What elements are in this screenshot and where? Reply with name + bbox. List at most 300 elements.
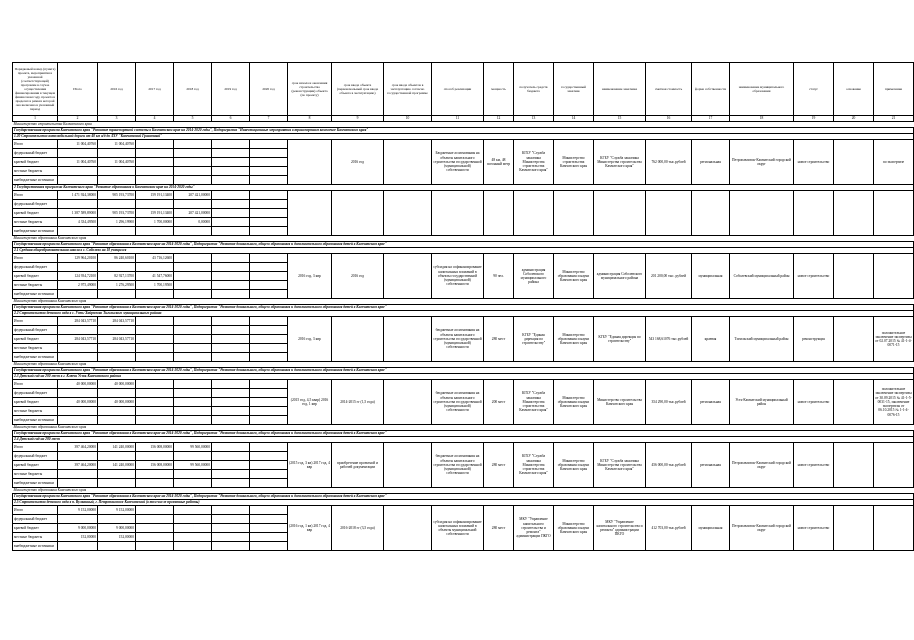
object-title: 1.20 Строительство автомобильной дороги от 48 км а/д до ЛЗУ "Камчатский Граничный" <box>13 134 914 140</box>
amount-cell <box>136 479 174 488</box>
header-cell: 2018 год <box>174 63 212 116</box>
amount-cell <box>98 149 136 158</box>
attribute-cell <box>874 506 914 551</box>
header-cell: статус <box>794 63 834 116</box>
column-number: 15 <box>594 116 646 122</box>
finance-source-label: Итого <box>13 254 58 263</box>
amount-cell <box>98 200 136 209</box>
amount-cell: 156 008,00000 <box>136 461 174 470</box>
amount-cell <box>58 227 98 236</box>
amount-cell <box>212 200 250 209</box>
amount-cell <box>212 380 250 389</box>
amount-cell <box>250 290 288 299</box>
amount-cell <box>250 398 288 407</box>
amount-cell <box>250 515 288 524</box>
attribute-cell: КГБУ "Служба заказчика Министерства строительства Камчатского края" <box>594 140 646 185</box>
amount-cell <box>212 479 250 488</box>
attribute-cell: новое строительство <box>794 380 834 425</box>
attribute-cell: Усть-Камчатский муниципальный район <box>730 380 794 425</box>
attribute-cell: муниципальная <box>692 506 730 551</box>
finance-row <box>13 443 914 452</box>
attribute-cell: краевая <box>692 317 730 362</box>
column-number: 21 <box>874 116 914 122</box>
amount-cell <box>212 227 250 236</box>
amount-cell <box>136 380 174 389</box>
attribute-cell: 354 290,00 тыс.рублей <box>646 380 692 425</box>
section-title: Министерство образования Камчатского края <box>13 362 914 368</box>
finance-source-label: местные бюджеты <box>13 470 58 479</box>
amount-cell: 99 560,00000 <box>174 443 212 452</box>
finance-source-label: местные бюджеты <box>13 167 58 176</box>
amount-cell: 159 191,13400 <box>136 209 174 218</box>
amount-cell <box>174 533 212 542</box>
amount-cell: 141 240,00000 <box>98 461 136 470</box>
amount-cell <box>98 470 136 479</box>
amount-cell: 40 000,00000 <box>98 380 136 389</box>
header-cell: 2020 год <box>250 63 288 116</box>
amount-cell <box>250 443 288 452</box>
attribute-cell <box>288 140 332 185</box>
amount-cell <box>212 281 250 290</box>
attribute-cell <box>432 191 484 236</box>
amount-cell <box>174 326 212 335</box>
finance-source-label: федеральный бюджет <box>13 326 58 335</box>
amount-cell: 11 004,40760 <box>58 140 98 149</box>
amount-cell <box>58 407 98 416</box>
header-cell: примечание <box>874 63 914 116</box>
attribute-cell: бюджетные ассигнования на объекты капитального строительства государственной (муниципальной) собственности <box>432 380 484 425</box>
attribute-cell: Петропавловск-Камчатский городской округ <box>730 506 794 551</box>
amount-cell <box>250 167 288 176</box>
amount-cell: 397 464,20000 <box>58 461 98 470</box>
finance-row <box>13 317 914 326</box>
amount-cell: 9 000,00000 <box>58 524 98 533</box>
amount-cell <box>98 353 136 362</box>
amount-cell <box>136 344 174 353</box>
finance-source-label: федеральный бюджет <box>13 149 58 158</box>
attribute-cell: администрация Соболевского муниципального района <box>594 254 646 299</box>
attribute-cell <box>692 191 730 236</box>
amount-cell <box>58 353 98 362</box>
attribute-cell <box>834 317 874 362</box>
amount-cell <box>174 389 212 398</box>
attribute-cell <box>594 191 646 236</box>
amount-cell <box>174 263 212 272</box>
amount-cell <box>98 389 136 398</box>
amount-cell <box>174 290 212 299</box>
amount-cell <box>174 167 212 176</box>
amount-cell <box>98 263 136 272</box>
amount-cell <box>212 398 250 407</box>
attribute-cell: 2016-2018 гг (3,5 года) <box>332 506 384 551</box>
amount-cell <box>58 176 98 185</box>
amount-cell <box>136 452 174 461</box>
amount-cell <box>250 533 288 542</box>
finance-source-label: местные бюджеты <box>13 281 58 290</box>
finance-row <box>13 506 914 515</box>
header-cell: получатель средств бюджета <box>514 63 554 116</box>
attribute-cell: приобретение проектной и рабочей документации <box>332 443 384 488</box>
amount-cell <box>174 470 212 479</box>
attribute-cell: КГБУ "Единая дирекция по строительству" <box>594 317 646 362</box>
column-number: 8 <box>288 116 332 122</box>
attribute-cell: Министерство образования и науки Камчатского края <box>554 254 594 299</box>
attribute-cell <box>834 254 874 299</box>
amount-cell <box>136 524 174 533</box>
amount-cell: 41 547,76000 <box>136 272 174 281</box>
amount-cell <box>136 389 174 398</box>
attribute-cell: региональная <box>692 140 730 185</box>
object-title: 2.1 Средняя общеобразовательная школа в с. Соболево на 18 учащихся <box>13 248 914 254</box>
amount-cell <box>250 452 288 461</box>
amount-cell <box>212 335 250 344</box>
amount-cell <box>174 515 212 524</box>
column-number: 10 <box>384 116 432 122</box>
amount-cell <box>174 380 212 389</box>
amount-cell <box>250 461 288 470</box>
attribute-cell: Петропавловск-Камчатский городской округ <box>730 443 794 488</box>
amount-cell <box>136 290 174 299</box>
column-number: 19 <box>794 116 834 122</box>
amount-cell <box>250 140 288 149</box>
amount-cell <box>250 479 288 488</box>
header-cell: наименование заказчика <box>594 63 646 116</box>
finance-source-label: краевой бюджет <box>13 461 58 470</box>
amount-cell <box>250 191 288 200</box>
attribute-cell: 412 703,00 тыс.рублей <box>646 506 692 551</box>
attribute-cell: 201 200,00 тыс. рублей <box>646 254 692 299</box>
amount-cell <box>174 344 212 353</box>
program-title: Государственная программа Камчатского края "Развитие образования в Камчатском крае на 2014-2020 годы", Подпрограмма "Развитие дошкольного, общего образования и дополнительного образования детей в Камчатском крае" <box>13 305 914 311</box>
amount-cell: 152,00000 <box>98 533 136 542</box>
amount-cell <box>212 389 250 398</box>
amount-cell <box>136 140 174 149</box>
object-title: 2.2 Строительство детского сада в с. Усть-Хайрюзово Тигильского муниципального района <box>13 311 914 317</box>
finance-source-label: Итого <box>13 140 58 149</box>
attribute-cell: Министерство образования и науки Камчатского края <box>554 506 594 551</box>
column-number: 3 <box>98 116 136 122</box>
amount-cell <box>212 140 250 149</box>
amount-cell <box>136 326 174 335</box>
amount-cell <box>136 317 174 326</box>
attribute-cell: КГБУ "Служба заказчика Министерства строительства Камчатского края" <box>514 443 554 488</box>
amount-cell <box>136 542 174 551</box>
amount-cell: 86 240,60100 <box>98 254 136 263</box>
attribute-cell <box>646 191 692 236</box>
attribute-cell: Петропавловск-Камчатский городской округ <box>730 140 794 185</box>
amount-cell <box>136 515 174 524</box>
attribute-cell: 456 000,00 тыс.рублей <box>646 443 692 488</box>
column-number: 13 <box>514 116 554 122</box>
attribute-cell <box>384 317 432 362</box>
amount-cell <box>98 176 136 185</box>
attribute-cell: бюджетные ассигнования на объекты капитального строительства государственной (муниципальной) собственности <box>432 317 484 362</box>
amount-cell <box>250 218 288 227</box>
attribute-cell: Министерство строительства Камчатского края <box>594 380 646 425</box>
amount-cell <box>212 158 250 167</box>
attribute-cell: субсидия на софинансирование капитальных вложений в объекты государственной (муниципальной) собственности <box>432 254 484 299</box>
attribute-cell <box>384 191 432 236</box>
attribute-cell: 762 000,00 тыс.рублей <box>646 140 692 185</box>
column-number: 18 <box>730 116 794 122</box>
attribute-cell: Министерство образования и науки Камчатского края <box>554 443 594 488</box>
amount-cell <box>212 407 250 416</box>
attribute-cell <box>384 254 432 299</box>
header-cell: 2019 год <box>212 63 250 116</box>
amount-cell <box>174 524 212 533</box>
amount-cell <box>250 149 288 158</box>
header-cell: срок начала и окончания строительства (реконструкции) объекта (по проекту) <box>288 63 332 116</box>
header-cell: сметная стоимость <box>646 63 692 116</box>
investment-program-table <box>12 62 914 551</box>
attribute-cell <box>384 506 432 551</box>
amount-cell <box>250 542 288 551</box>
amount-cell: 11 004,40760 <box>98 140 136 149</box>
amount-cell: 1 471 924,38000 <box>58 191 98 200</box>
amount-cell <box>58 416 98 425</box>
attribute-cell: 2016 год, 3 квр <box>288 254 332 299</box>
attribute-cell: 90 чел. <box>484 254 514 299</box>
amount-cell <box>250 335 288 344</box>
attribute-cell: 280 мест <box>484 443 514 488</box>
amount-cell <box>174 407 212 416</box>
header-row <box>13 63 914 116</box>
attribute-cell: по экспертизе <box>874 140 914 185</box>
attribute-cell: (2016 год, 1 кв) 2017 год, 4 квр <box>288 506 332 551</box>
attribute-cell: 200 мест <box>484 380 514 425</box>
amount-cell <box>250 380 288 389</box>
attribute-cell: Тигильский муниципальный район <box>730 317 794 362</box>
amount-cell <box>174 353 212 362</box>
attribute-cell: администрация Соболевского муниципального района <box>514 254 554 299</box>
attribute-cell: Министерство образования и науки Камчатского края <box>554 380 594 425</box>
amount-cell <box>212 176 250 185</box>
amount-cell <box>174 200 212 209</box>
amount-cell <box>174 158 212 167</box>
attribute-cell <box>874 254 914 299</box>
finance-source-label: местные бюджеты <box>13 533 58 542</box>
amount-cell: 1 276,29500 <box>98 281 136 290</box>
attribute-cell <box>834 506 874 551</box>
header-cell: форма собственности <box>692 63 730 116</box>
program-title: Государственная программа Камчатского края "Развитие транспортной системы в Камчатском крае на 2014-2020 годы", Подпрограмма "Инвестиционные мероприятия в транспортном комплексе Камчатского края" <box>13 128 914 134</box>
amount-cell <box>174 140 212 149</box>
attribute-cell: (2015 год, 4,5 квар) 2016 год, 1 квр <box>288 380 332 425</box>
amount-cell <box>250 227 288 236</box>
amount-cell <box>212 254 250 263</box>
section-title: Министерство строительства Камчатского края <box>13 122 914 128</box>
amount-cell: 40 000,00000 <box>58 380 98 389</box>
header-cell: Порядковый номер (пункта) проекта, мероприятия в указанной (соответствующей) программе в случае осуществления финансирования в текущем финансовом году, проекта в пределах в рамках которой она включена в указанный период <box>13 63 58 116</box>
amount-cell: 2 975,49000 <box>58 281 98 290</box>
finance-source-label: внебюджетные источники <box>13 176 58 185</box>
attribute-cell <box>514 191 554 236</box>
amount-cell <box>174 317 212 326</box>
attribute-cell: субсидия на софинансирование капитальных вложений в объекты муниципальной собственности <box>432 506 484 551</box>
amount-cell <box>250 506 288 515</box>
header-cell: наименование муниципального образования <box>730 63 794 116</box>
amount-cell <box>212 344 250 353</box>
attribute-cell <box>874 191 914 236</box>
object-title: 2.3 Детский сад на 200 мест в г. Ключи Усть-Камчатского района <box>13 374 914 380</box>
finance-source-label: внебюджетные источники <box>13 479 58 488</box>
attribute-cell <box>384 140 432 185</box>
attribute-cell <box>834 443 874 488</box>
attribute-cell: новое строительство <box>794 140 834 185</box>
attribute-cell: 280 мест <box>484 317 514 362</box>
attribute-cell: КГБУ "Служба заказчика Министерства строительства Камчатского края" <box>514 380 554 425</box>
header-cell: основание <box>834 63 874 116</box>
finance-source-label: Итого <box>13 443 58 452</box>
attribute-cell: новое строительство <box>794 443 834 488</box>
amount-cell: 905 193,73700 <box>98 191 136 200</box>
amount-cell <box>98 416 136 425</box>
attribute-cell <box>794 191 834 236</box>
amount-cell <box>174 227 212 236</box>
amount-cell <box>212 263 250 272</box>
amount-cell <box>136 149 174 158</box>
header-cell: Итого <box>58 63 98 116</box>
amount-cell <box>174 335 212 344</box>
amount-cell <box>250 200 288 209</box>
amount-cell <box>58 290 98 299</box>
finance-source-label: федеральный бюджет <box>13 515 58 524</box>
amount-cell <box>58 167 98 176</box>
amount-cell: 9 000,00000 <box>98 524 136 533</box>
amount-cell <box>174 479 212 488</box>
amount-cell: 82 927,13700 <box>98 272 136 281</box>
amount-cell <box>58 452 98 461</box>
finance-row <box>13 191 914 200</box>
attribute-cell: региональная <box>692 443 730 488</box>
column-number: 12 <box>484 116 514 122</box>
amount-cell: 152,00000 <box>58 533 98 542</box>
amount-cell <box>136 167 174 176</box>
amount-cell <box>174 398 212 407</box>
finance-source-label: Итого <box>13 191 58 200</box>
column-number: 20 <box>834 116 874 122</box>
attribute-cell <box>384 380 432 425</box>
attribute-cell: МКУ "Управление капитального строительства и ремонта" администрации ПКГО <box>594 506 646 551</box>
column-number: 7 <box>250 116 288 122</box>
amount-cell <box>250 416 288 425</box>
amount-cell: 4 334,49500 <box>58 218 98 227</box>
amount-cell <box>212 542 250 551</box>
finance-source-label: Итого <box>13 380 58 389</box>
header-cell: способ реализации <box>432 63 484 116</box>
amount-cell <box>212 167 250 176</box>
amount-cell: 9 152,00000 <box>58 506 98 515</box>
amount-cell <box>58 389 98 398</box>
attribute-cell: муниципальная <box>692 254 730 299</box>
amount-cell <box>58 470 98 479</box>
object-title: 2.4 Детский сад на 280 мест <box>13 437 914 443</box>
amount-cell <box>212 149 250 158</box>
amount-cell <box>250 407 288 416</box>
finance-source-label: федеральный бюджет <box>13 263 58 272</box>
amount-cell <box>212 353 250 362</box>
attribute-cell <box>874 443 914 488</box>
amount-cell <box>98 407 136 416</box>
attribute-cell: 2016 год <box>332 140 384 185</box>
amount-cell <box>174 506 212 515</box>
amount-cell: 156 008,00000 <box>136 443 174 452</box>
amount-cell <box>250 524 288 533</box>
amount-cell <box>136 533 174 542</box>
finance-source-label: краевой бюджет <box>13 272 58 281</box>
amount-cell <box>174 149 212 158</box>
column-number: 5 <box>174 116 212 122</box>
amount-cell <box>58 326 98 335</box>
amount-cell <box>250 263 288 272</box>
amount-cell <box>250 272 288 281</box>
amount-cell: 1 387 589,89000 <box>58 209 98 218</box>
column-number: 2 <box>58 116 98 122</box>
amount-cell <box>136 398 174 407</box>
amount-cell: 129 964,20100 <box>58 254 98 263</box>
amount-cell: 0,00000 <box>174 218 212 227</box>
amount-cell <box>212 533 250 542</box>
attribute-cell <box>834 191 874 236</box>
amount-cell <box>98 290 136 299</box>
amount-cell <box>174 452 212 461</box>
amount-cell: 207 421,00000 <box>174 209 212 218</box>
finance-source-label: Итого <box>13 506 58 515</box>
finance-source-label: краевой бюджет <box>13 209 58 218</box>
amount-cell <box>98 344 136 353</box>
amount-cell: 9 152,00000 <box>98 506 136 515</box>
finance-source-label: внебюджетные источники <box>13 290 58 299</box>
amount-cell <box>136 335 174 344</box>
finance-source-label: внебюджетные источники <box>13 416 58 425</box>
amount-cell <box>174 542 212 551</box>
attribute-cell: положительное заключение экспертизы от 02.07.2015 № 41-1-4-0071-15 <box>874 317 914 362</box>
attribute-cell <box>834 380 874 425</box>
amount-cell <box>58 344 98 353</box>
amount-cell <box>212 326 250 335</box>
header-cell: 2017 год <box>136 63 174 116</box>
section-title: Министерство образования Камчатского края <box>13 299 914 305</box>
finance-source-label: федеральный бюджет <box>13 200 58 209</box>
amount-cell <box>98 515 136 524</box>
finance-source-label: местные бюджеты <box>13 407 58 416</box>
column-number: 11 <box>432 116 484 122</box>
column-number: 17 <box>692 116 730 122</box>
program-title: Государственная программа Камчатского края "Развитие образования в Камчатском крае на 2014-2020 годы", Подпрограмма "Развитие дошкольного, общего образования и дополнительного образования детей в Камчатском крае" <box>13 368 914 374</box>
attribute-cell: бюджетные ассигнования на объекты капитального строительства государственной (муниципальной) собственности <box>432 443 484 488</box>
amount-cell <box>212 524 250 533</box>
header-cell: срок ввода объекта (первоначальный срок ввода объекта в эксплуатацию) <box>332 63 384 116</box>
amount-cell <box>212 272 250 281</box>
amount-cell <box>174 176 212 185</box>
amount-cell: 99 560,00000 <box>174 461 212 470</box>
attribute-cell: МКУ "Управление капитального строительства и ремонта" администрации ПКГО <box>514 506 554 551</box>
column-number: 1 <box>13 116 58 122</box>
attribute-cell: Министерство образования и науки Камчатского края <box>554 317 594 362</box>
attribute-cell: 2016 год <box>332 254 384 299</box>
amount-cell <box>212 452 250 461</box>
attribute-cell: КГБУ "Единая дирекция по строительству" <box>514 317 554 362</box>
amount-cell <box>136 506 174 515</box>
amount-cell <box>174 416 212 425</box>
amount-cell: 1 700,19500 <box>136 281 174 290</box>
amount-cell: 284 043,57710 <box>58 335 98 344</box>
amount-cell <box>212 515 250 524</box>
finance-source-label: внебюджетные источники <box>13 542 58 551</box>
object-title: 2.5 Строительство детского сада в п. Вулканный, г. Петропавловск-Камчатский (в том числе проектные работы) <box>13 500 914 506</box>
amount-cell <box>212 218 250 227</box>
finance-source-label: федеральный бюджет <box>13 452 58 461</box>
